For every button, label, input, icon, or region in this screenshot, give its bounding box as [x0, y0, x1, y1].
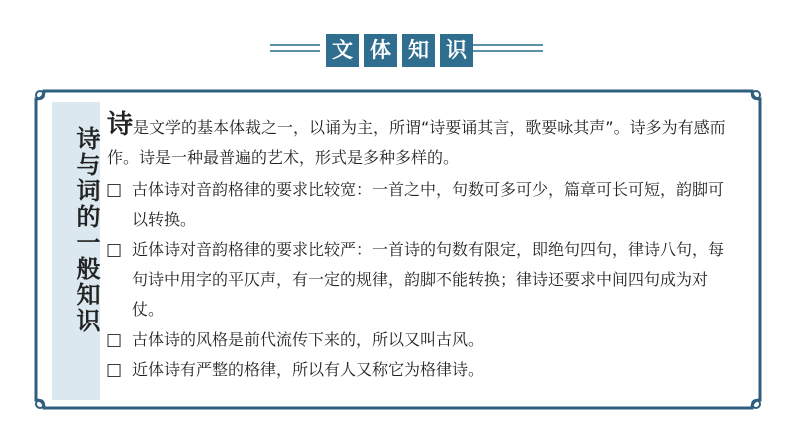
content-body [103, 110, 728, 385]
side-topic-title: 诗与词的一般知识 [72, 126, 100, 334]
hollow-square-icon: □ [106, 360, 123, 380]
list-item-text: 近体诗对音韵格律的要求比较严：一首诗的句数有限定，即绝句四句，律诗八句，每句诗中用字的平仄声，有一定的规律，韵脚不能转换；律诗还要求中间四句成为对仗。 [132, 240, 725, 319]
list-item-text: 古体诗对音韵格律的要求比较宽：一首之中，句数可多可少，篇章可长可短，韵脚可以转换。 [132, 180, 725, 229]
list-item [103, 325, 728, 355]
title-tile: 知 [402, 34, 435, 67]
list-item [103, 235, 728, 325]
hollow-square-icon: □ [106, 180, 123, 200]
intro-paragraph [107, 110, 728, 173]
side-topic-tab [52, 102, 100, 400]
list-item [103, 355, 728, 385]
hollow-square-icon: □ [106, 240, 123, 260]
hollow-square-icon: □ [106, 330, 123, 350]
title-tile: 体 [364, 34, 397, 67]
intro-initial: 诗 [107, 110, 134, 140]
list-item [103, 175, 728, 235]
title-tile: 文 [326, 34, 359, 67]
title-tile: 识 [440, 34, 473, 67]
list-item-text: 近体诗有严整的格律，所以有人又称它为格律诗。 [132, 360, 485, 379]
intro-text: 是文学的基本体裁之一，以诵为主，所谓“诗要诵其言，歌要咏其声”。诗多为有感而作。诗是一种最普遍的艺术，形式是多种多样的。 [107, 118, 726, 167]
list-item-text: 古体诗的风格是前代流传下来的，所以又叫古风。 [132, 330, 485, 349]
